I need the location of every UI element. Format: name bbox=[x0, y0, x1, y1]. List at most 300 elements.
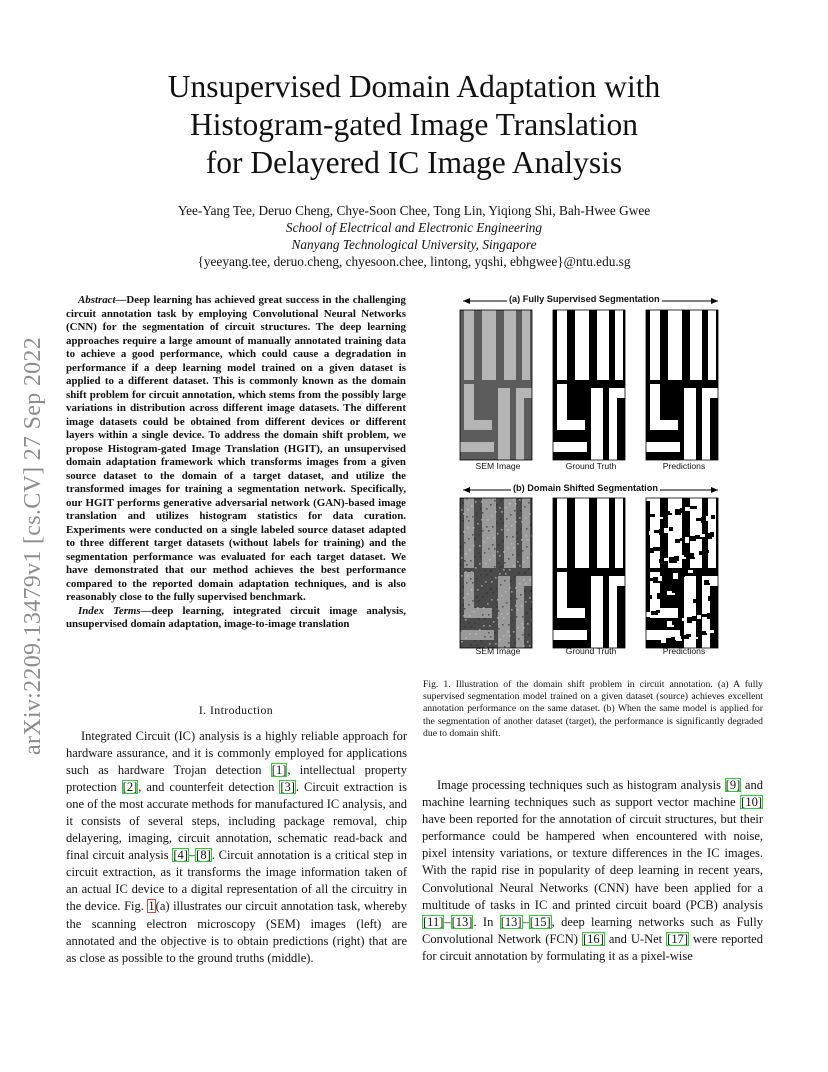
noise-dot bbox=[472, 600, 474, 602]
noise-dot bbox=[499, 555, 501, 557]
sem-stripe bbox=[522, 310, 530, 380]
noise-dot bbox=[496, 606, 498, 608]
noise-dot bbox=[463, 531, 465, 533]
noise-dot bbox=[488, 632, 490, 634]
noise-dot bbox=[470, 560, 472, 562]
noise-dot bbox=[495, 643, 497, 645]
noise-dot bbox=[478, 552, 480, 554]
mask-bar bbox=[702, 398, 710, 460]
noise-dot bbox=[508, 558, 510, 560]
mask-bend bbox=[557, 420, 585, 430]
noise-dot bbox=[500, 566, 502, 568]
noise-dot bbox=[522, 616, 524, 618]
noise-dot bbox=[510, 580, 512, 582]
noise-dot bbox=[505, 591, 507, 593]
noise-dot bbox=[500, 500, 502, 502]
noise-dot bbox=[515, 521, 517, 523]
artifact-blob bbox=[658, 576, 662, 581]
noise-dot bbox=[525, 583, 527, 585]
noise-dot bbox=[488, 530, 490, 532]
noise-dot bbox=[517, 627, 519, 629]
noise-dot bbox=[462, 586, 464, 588]
artifact-blob bbox=[669, 527, 673, 531]
noise-dot bbox=[500, 584, 502, 586]
noise-dot bbox=[498, 544, 500, 546]
noise-dot bbox=[521, 521, 523, 523]
noise-dot bbox=[529, 597, 531, 599]
noise-dot bbox=[469, 549, 471, 551]
mask-stripe bbox=[557, 498, 567, 568]
noise-dot bbox=[508, 642, 510, 644]
noise-dot bbox=[487, 603, 489, 605]
citation-link[interactable]: [4] bbox=[173, 848, 188, 863]
mask-bar bbox=[609, 586, 617, 648]
noise-dot bbox=[464, 560, 466, 562]
sem-bar bbox=[516, 398, 524, 460]
noise-dot bbox=[526, 528, 528, 530]
noise-dot bbox=[487, 519, 489, 521]
noise-dot bbox=[519, 517, 521, 519]
noise-dot bbox=[469, 615, 471, 617]
noise-dot bbox=[507, 613, 509, 615]
noise-dot bbox=[523, 627, 525, 629]
author-emails: {yeeyang.tee, deruo.cheng, chyesoon.chee, lintong, yqshi, ebhgwee}@ntu.edu.sg bbox=[197, 254, 631, 269]
mask-bar bbox=[591, 388, 603, 460]
section-heading: I. Introduction bbox=[198, 703, 274, 717]
noise-dot bbox=[504, 562, 506, 564]
noise-dot bbox=[476, 512, 478, 514]
noise-dot bbox=[505, 525, 507, 527]
citation-link[interactable]: [1] bbox=[271, 763, 287, 778]
sem-bend bbox=[464, 420, 492, 430]
noise-dot bbox=[530, 590, 532, 592]
noise-dot bbox=[462, 604, 464, 606]
mask-stripe bbox=[575, 310, 589, 380]
noise-dot bbox=[528, 634, 530, 636]
artifact-blob bbox=[670, 510, 674, 513]
noise-dot bbox=[483, 625, 485, 627]
noise-dot bbox=[501, 529, 503, 531]
noise-dot bbox=[525, 535, 527, 537]
mask-stripe bbox=[597, 310, 609, 380]
noise-dot bbox=[510, 598, 512, 600]
noise-dot bbox=[501, 595, 503, 597]
figure-caption: Fig. 1. Illustration of the domain shift problem in circuit annotation. (a) A fully supervised segmentation model trained on a given dataset (source) achieves excellent annotation performance on the same dataset. (b) When the same model is applied for the segmentation of another dataset (target), the performance is significantly degraded due to domain shift. bbox=[423, 679, 763, 739]
noise-dot bbox=[478, 534, 480, 536]
arrow-head-left bbox=[463, 298, 470, 304]
mask-stripe bbox=[615, 310, 623, 380]
noise-dot bbox=[477, 607, 479, 609]
citation-link[interactable]: [8] bbox=[196, 848, 211, 863]
noise-dot bbox=[483, 541, 485, 543]
noise-dot bbox=[465, 553, 467, 555]
text-run: and machine learning techniques such as support vector machine bbox=[422, 778, 763, 810]
noise-dot bbox=[489, 559, 491, 561]
noise-dot bbox=[484, 570, 486, 572]
noise-dot bbox=[509, 503, 511, 505]
noise-dot bbox=[461, 557, 463, 559]
noise-dot bbox=[498, 562, 500, 564]
noise-dot bbox=[502, 522, 504, 524]
noise-dot bbox=[509, 635, 511, 637]
noise-dot bbox=[474, 622, 476, 624]
noise-dot bbox=[481, 585, 483, 587]
right-paragraph bbox=[422, 777, 763, 965]
citation-link[interactable]: [3] bbox=[280, 780, 295, 795]
artifact-blob bbox=[648, 578, 653, 581]
noise-dot bbox=[489, 625, 491, 627]
noise-dot bbox=[472, 534, 474, 536]
noise-dot bbox=[479, 563, 481, 565]
noise-dot bbox=[467, 593, 469, 595]
noise-dot bbox=[507, 547, 509, 549]
noise-dot bbox=[527, 557, 529, 559]
noise-dot bbox=[486, 526, 488, 528]
noise-dot bbox=[484, 618, 486, 620]
artifact-blob bbox=[672, 590, 677, 593]
artifact-blob bbox=[672, 620, 676, 625]
noise-dot bbox=[494, 566, 496, 568]
noise-dot bbox=[511, 591, 513, 593]
noise-dot bbox=[488, 614, 490, 616]
noise-dot bbox=[489, 643, 491, 645]
noise-dot bbox=[494, 548, 496, 550]
noise-dot bbox=[484, 636, 486, 638]
noise-dot bbox=[493, 621, 495, 623]
text-run: . In bbox=[473, 914, 500, 929]
noise-dot bbox=[501, 613, 503, 615]
noise-dot bbox=[461, 575, 463, 577]
right-column-text bbox=[422, 777, 763, 965]
col-label-sem: SEM Image bbox=[475, 646, 521, 656]
noise-dot bbox=[520, 594, 522, 596]
noise-dot bbox=[487, 537, 489, 539]
artifact-blob bbox=[653, 547, 661, 551]
mask-bar bbox=[646, 442, 680, 452]
noise-dot bbox=[498, 610, 500, 612]
noise-dot bbox=[514, 642, 516, 644]
artifact-blob bbox=[646, 612, 651, 617]
arrow-head-left bbox=[463, 487, 470, 493]
citation-link[interactable]: [15] bbox=[529, 914, 551, 929]
noise-dot bbox=[474, 538, 476, 540]
noise-dot bbox=[523, 579, 525, 581]
noise-dot bbox=[517, 561, 519, 563]
abstract-lead: Abstract bbox=[78, 294, 116, 306]
citation-link[interactable]: [9] bbox=[725, 778, 741, 792]
affiliation-school: School of Electrical and Electronic Engineering bbox=[285, 220, 543, 235]
text-run: – bbox=[522, 914, 529, 929]
noise-dot bbox=[500, 518, 502, 520]
citation-link[interactable]: [2] bbox=[122, 780, 138, 795]
paper-title bbox=[70, 68, 758, 182]
noise-dot bbox=[506, 518, 508, 520]
citation-link[interactable]: [11] bbox=[423, 914, 444, 929]
figure-graphic bbox=[418, 290, 768, 670]
artifact-blob bbox=[656, 610, 660, 613]
artifact-blob bbox=[657, 593, 661, 599]
noise-dot bbox=[506, 536, 508, 538]
noise-dot bbox=[492, 592, 494, 594]
noise-dot bbox=[494, 632, 496, 634]
noise-dot bbox=[513, 547, 515, 549]
noise-dot bbox=[472, 582, 474, 584]
noise-dot bbox=[524, 506, 526, 508]
noise-dot bbox=[464, 608, 466, 610]
mask-bar bbox=[553, 442, 587, 452]
noise-dot bbox=[520, 510, 522, 512]
mask-bar bbox=[591, 576, 603, 648]
noise-dot bbox=[463, 615, 465, 617]
noise-dot bbox=[522, 550, 524, 552]
mask-stripe bbox=[690, 310, 702, 380]
noise-dot bbox=[505, 507, 507, 509]
artifact-blob bbox=[698, 568, 703, 573]
text-run: have been reported for the annotation of circuit structures, but their performance could be hampered when encountered with noise, pixel intensity variations, or texture differences in the IC images. With the rapid rise in popularity of deep learning in recent years, Convolutional Neural Networks (CNN) have been applied for a multitude of tasks in IC and printed circuit board (PCB) analysis bbox=[422, 812, 763, 912]
noise-dot bbox=[516, 532, 518, 534]
noise-dot bbox=[515, 503, 517, 505]
artifact-blob bbox=[690, 506, 697, 509]
artifact-blob bbox=[699, 551, 704, 555]
arrow-head-right bbox=[711, 298, 718, 304]
noise-dot bbox=[466, 582, 468, 584]
noise-dot bbox=[519, 583, 521, 585]
noise-dot bbox=[508, 624, 510, 626]
noise-dot bbox=[480, 574, 482, 576]
noise-dot bbox=[482, 614, 484, 616]
artifact-blob bbox=[700, 534, 705, 537]
noise-dot bbox=[464, 626, 466, 628]
sem-stripe bbox=[464, 310, 474, 380]
noise-dot bbox=[503, 617, 505, 619]
noise-dot bbox=[472, 516, 474, 518]
noise-dot bbox=[475, 567, 477, 569]
noise-dot bbox=[525, 601, 527, 603]
noise-dot bbox=[479, 629, 481, 631]
noise-dot bbox=[461, 641, 463, 643]
citation-link[interactable]: [16] bbox=[582, 931, 604, 946]
noise-dot bbox=[467, 527, 469, 529]
noise-dot bbox=[496, 522, 498, 524]
noise-dot bbox=[490, 570, 492, 572]
noise-dot bbox=[524, 572, 526, 574]
noise-dot bbox=[483, 607, 485, 609]
artifact-blob bbox=[709, 579, 717, 583]
noise-dot bbox=[502, 540, 504, 542]
noise-dot bbox=[476, 578, 478, 580]
noise-dot bbox=[507, 529, 509, 531]
artifact-blob bbox=[711, 515, 715, 519]
noise-dot bbox=[477, 589, 479, 591]
artifact-blob bbox=[687, 617, 692, 623]
noise-dot bbox=[490, 636, 492, 638]
mask-stripe bbox=[650, 310, 660, 380]
noise-dot bbox=[485, 563, 487, 565]
noise-dot bbox=[499, 639, 501, 641]
artifact-blob bbox=[660, 512, 665, 517]
mask-bar bbox=[702, 388, 718, 398]
noise-dot bbox=[465, 619, 467, 621]
noise-dot bbox=[509, 569, 511, 571]
index-terms-lead: Index Terms bbox=[78, 604, 141, 617]
noise-dot bbox=[474, 640, 476, 642]
noise-dot bbox=[495, 577, 497, 579]
col-label-ground-truth: Ground Truth bbox=[565, 461, 617, 471]
text-run: (a) illustrates our circuit annotation task, whereby the scanning electron microscopy (SEM) images (left) are annotated and the objective is to obtain predictions (right) that are as close as possible to the ground truths (middle). bbox=[66, 899, 407, 965]
mask-bar bbox=[684, 388, 696, 460]
noise-dot bbox=[519, 499, 521, 501]
introduction-text bbox=[66, 728, 407, 967]
noise-dot bbox=[510, 514, 512, 516]
noise-dot bbox=[473, 527, 475, 529]
artifact-blob bbox=[685, 507, 690, 511]
mask-stripe bbox=[615, 498, 623, 568]
artifact-blob bbox=[686, 634, 691, 637]
citation-link[interactable]: [13] bbox=[451, 914, 473, 929]
noise-dot bbox=[493, 537, 495, 539]
artifact-blob bbox=[708, 596, 716, 601]
text-run: . Circuit annotation is a critical step in circuit extraction, as it transforms the image information taken of an actual IC device to a digital representation of all the circuitry in the device. Fig. bbox=[66, 848, 407, 914]
noise-dot bbox=[492, 526, 494, 528]
artifact-blob bbox=[673, 573, 678, 579]
artifact-blob bbox=[688, 600, 693, 605]
noise-dot bbox=[514, 510, 516, 512]
noise-dot bbox=[482, 512, 484, 514]
noise-dot bbox=[520, 528, 522, 530]
noise-dot bbox=[473, 611, 475, 613]
artifact-blob bbox=[671, 637, 675, 643]
noise-dot bbox=[526, 612, 528, 614]
figure-ref-link[interactable]: 1 bbox=[148, 899, 155, 914]
citation-link[interactable]: [17] bbox=[667, 931, 688, 946]
noise-dot bbox=[468, 520, 470, 522]
noise-dot bbox=[515, 587, 517, 589]
mask-bend bbox=[650, 420, 678, 430]
noise-dot bbox=[463, 597, 465, 599]
noise-dot bbox=[462, 520, 464, 522]
noise-dot bbox=[511, 525, 513, 527]
noise-dot bbox=[491, 599, 493, 601]
noise-dot bbox=[478, 618, 480, 620]
citation-link[interactable]: [13] bbox=[500, 914, 522, 929]
noise-dot bbox=[514, 576, 516, 578]
artifact-blob bbox=[696, 632, 700, 637]
noise-dot bbox=[518, 638, 520, 640]
noise-dot bbox=[522, 634, 524, 636]
noise-dot bbox=[502, 606, 504, 608]
noise-dot bbox=[513, 499, 515, 501]
noise-dot bbox=[517, 543, 519, 545]
noise-dot bbox=[479, 545, 481, 547]
mask-bar bbox=[609, 388, 625, 398]
noise-dot bbox=[503, 551, 505, 553]
noise-dot bbox=[474, 556, 476, 558]
mask-stripe bbox=[597, 498, 609, 568]
sem-stripe bbox=[482, 310, 496, 380]
figure-label-a: (a) Fully Supervised Segmentation bbox=[509, 294, 660, 304]
noise-dot bbox=[480, 508, 482, 510]
sem-stripe bbox=[522, 498, 530, 568]
figure-1 bbox=[418, 290, 768, 670]
intro-paragraph bbox=[66, 728, 407, 967]
abstract bbox=[66, 294, 406, 632]
noise-dot bbox=[523, 561, 525, 563]
sem-stripe bbox=[464, 498, 474, 568]
mask-stripe bbox=[557, 310, 567, 380]
noise-dot bbox=[528, 568, 530, 570]
noise-dot bbox=[465, 637, 467, 639]
artifact-blob bbox=[707, 613, 715, 619]
noise-dot bbox=[524, 590, 526, 592]
sem-stripe bbox=[504, 310, 516, 380]
noise-dot bbox=[486, 574, 488, 576]
artifact-blob bbox=[646, 498, 650, 501]
noise-dot bbox=[482, 596, 484, 598]
noise-dot bbox=[481, 501, 483, 503]
noise-dot bbox=[469, 633, 471, 635]
text-run: Integrated Circuit (IC) analysis is a highly reliable approach for hardware assurance, and it is commonly employed for applications such as hardware Trojan detection bbox=[66, 729, 407, 778]
noise-dot bbox=[527, 623, 529, 625]
artifact-blob bbox=[685, 537, 689, 543]
noise-dot bbox=[492, 544, 494, 546]
mask-stripe bbox=[575, 498, 589, 568]
noise-dot bbox=[527, 539, 529, 541]
noise-dot bbox=[467, 509, 469, 511]
noise-dot bbox=[481, 519, 483, 521]
artifact-blob bbox=[698, 598, 702, 601]
noise-dot bbox=[506, 602, 508, 604]
noise-dot bbox=[502, 624, 504, 626]
col-label-predictions: Predictions bbox=[662, 646, 706, 656]
noise-dot bbox=[527, 641, 529, 643]
col-label-predictions: Predictions bbox=[662, 461, 706, 471]
noise-dot bbox=[504, 580, 506, 582]
noise-dot bbox=[521, 623, 523, 625]
artifact-blob bbox=[709, 549, 713, 555]
artifact-blob bbox=[697, 615, 701, 619]
noise-dot bbox=[497, 599, 499, 601]
noise-dot bbox=[488, 548, 490, 550]
text-run: and U-Net bbox=[604, 931, 667, 946]
citation-link[interactable]: [10] bbox=[741, 795, 762, 810]
noise-dot bbox=[525, 517, 527, 519]
sem-bar bbox=[516, 576, 532, 586]
noise-dot bbox=[475, 501, 477, 503]
noise-dot bbox=[461, 509, 463, 511]
noise-dot bbox=[467, 575, 469, 577]
noise-dot bbox=[462, 502, 464, 504]
noise-dot bbox=[530, 608, 532, 610]
sem-bar bbox=[516, 388, 532, 398]
mask-bar bbox=[609, 398, 617, 460]
noise-dot bbox=[486, 508, 488, 510]
noise-dot bbox=[482, 530, 484, 532]
noise-dot bbox=[491, 581, 493, 583]
noise-dot bbox=[468, 538, 470, 540]
sem-bend bbox=[464, 608, 492, 618]
noise-dot bbox=[468, 622, 470, 624]
col-label-ground-truth: Ground Truth bbox=[565, 646, 617, 656]
text-run: . Circuit extraction is one of the most accurate methods for manufactured IC analysis, and it consists of several steps, including package removal, chip delayering, imaging, circuit annotation, schematic read-back and final circuit analysis bbox=[66, 780, 407, 863]
noise-dot bbox=[505, 573, 507, 575]
noise-dot bbox=[490, 504, 492, 506]
noise-dot bbox=[499, 573, 501, 575]
affiliation-university: Nanyang Technological University, Singapore bbox=[291, 237, 537, 252]
noise-dot bbox=[529, 579, 531, 581]
title-line: Unsupervised Domain Adaptation with bbox=[167, 69, 661, 104]
artifact-blob bbox=[659, 529, 664, 535]
mask-bar bbox=[609, 576, 625, 586]
